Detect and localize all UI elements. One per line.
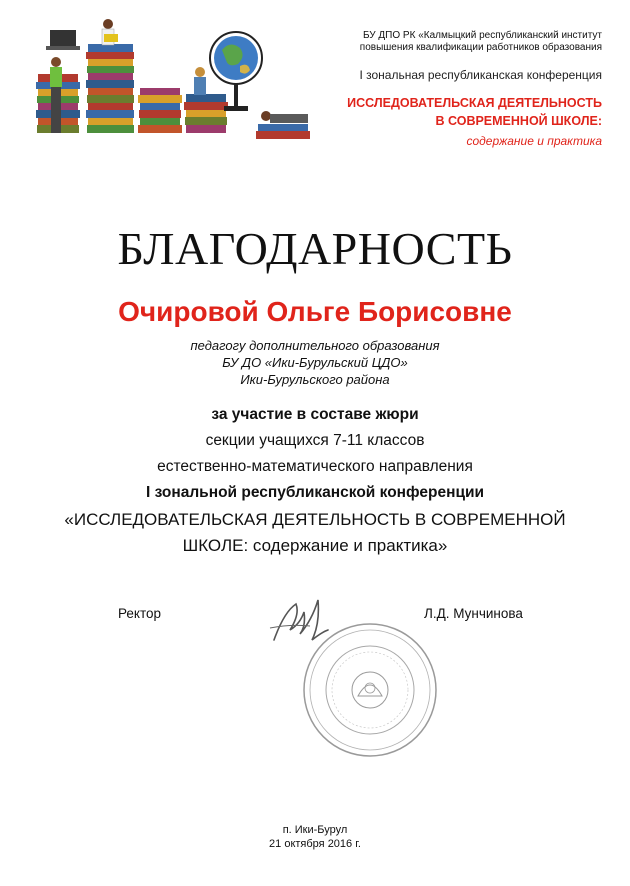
conference-name: I зональная республиканская конференция bbox=[359, 68, 602, 82]
signatory-name: Л.Д. Мунчинова bbox=[424, 606, 523, 621]
body-line-1: за участие в составе жюри bbox=[211, 406, 419, 423]
recipient-name: Очировой Ольге Борисовне bbox=[118, 296, 512, 327]
issue-date: 21 октября 2016 г. bbox=[269, 838, 361, 850]
body-line-4: I зональной республиканской конференции bbox=[145, 484, 485, 501]
body-line-6: ШКОЛЕ: содержание и практика» bbox=[182, 536, 448, 555]
recipient-position-line-3: Ики-Бурульского района bbox=[240, 372, 390, 387]
conference-theme-line-1: ИССЛЕДОВАТЕЛЬСКАЯ ДЕЯТЕЛЬНОСТЬ bbox=[347, 96, 602, 110]
signatory-role: Ректор bbox=[118, 606, 162, 621]
organization-line-1: БУ ДПО РК «Калмыцкий республиканский институт bbox=[362, 30, 602, 41]
book-stack-center bbox=[138, 88, 228, 133]
recipient-position-line-1: педагогу дополнительного образования bbox=[190, 338, 440, 353]
header-illustration bbox=[28, 14, 328, 164]
conference-theme-line-2: В СОВРЕМЕННОЙ ШКОЛЕ: bbox=[435, 114, 602, 128]
issue-place: п. Ики-Бурул bbox=[282, 824, 348, 836]
handwritten-signature bbox=[262, 588, 352, 658]
body-line-5: «ИССЛЕДОВАТЕЛЬСКАЯ ДЕЯТЕЛЬНОСТЬ В СОВРЕМЕННОЙ bbox=[64, 510, 566, 529]
recipient-position-line-2: БУ ДО «Ики-Бурульский ЦДО» bbox=[222, 355, 408, 370]
organization-line-2: повышения квалификации работников образования bbox=[359, 42, 602, 53]
document-title: БЛАГОДАРНОСТЬ bbox=[117, 223, 513, 274]
book-stack-right bbox=[256, 124, 310, 139]
body-line-3: естественно-математического направления bbox=[157, 458, 473, 475]
book-stack-middle bbox=[86, 44, 134, 133]
conference-theme-subtitle: содержание и практика bbox=[466, 134, 602, 148]
body-line-2: секции учащихся 7-11 классов bbox=[205, 432, 425, 449]
laptop-icon bbox=[46, 30, 80, 50]
